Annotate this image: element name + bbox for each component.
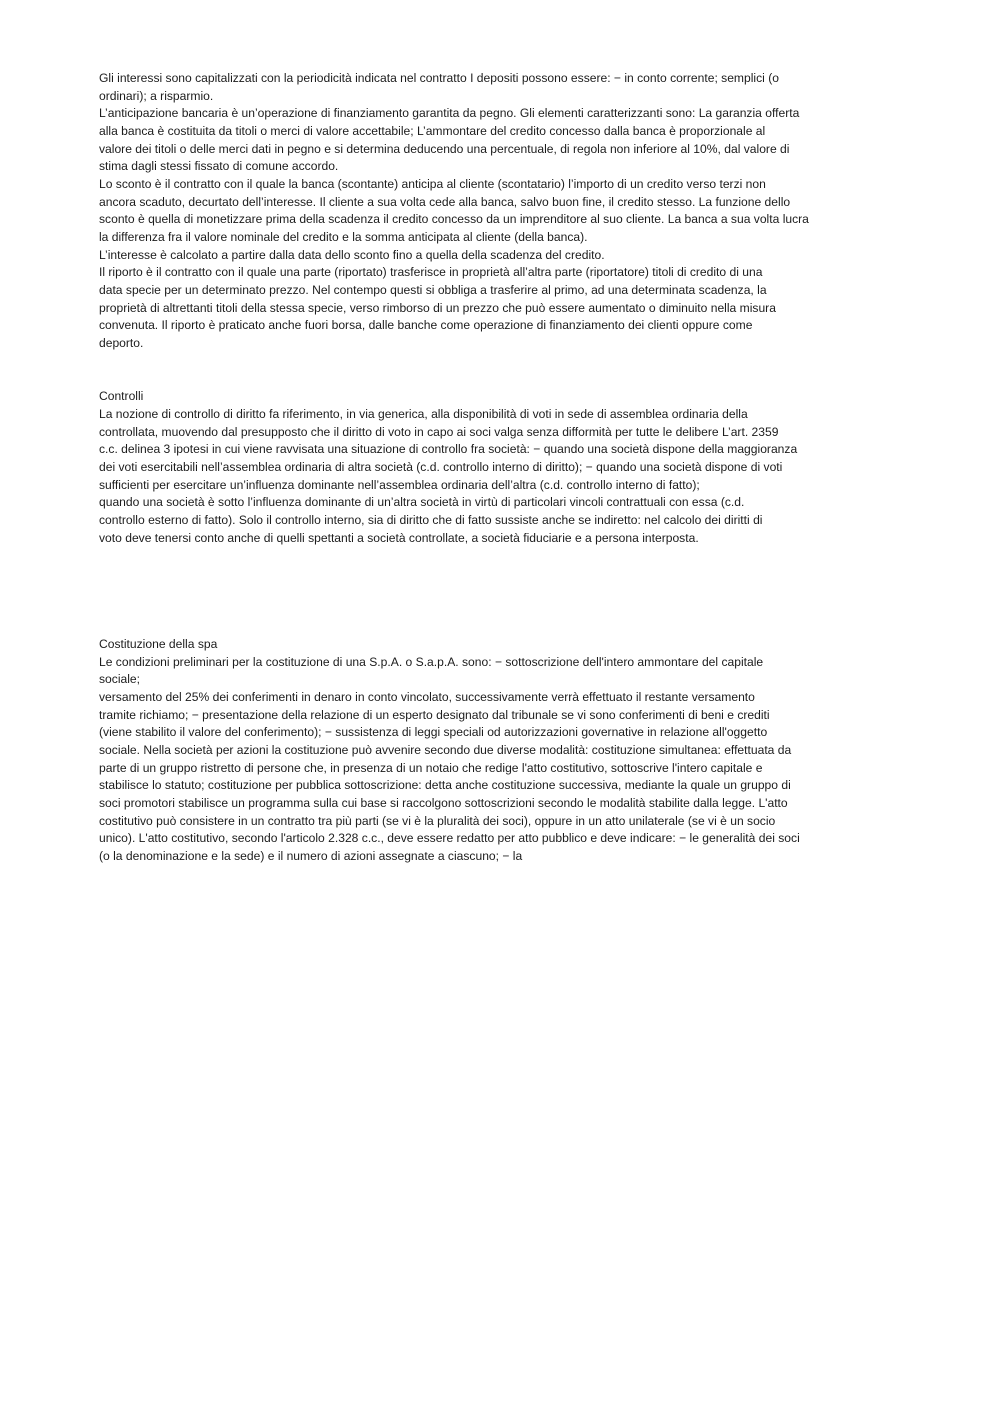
text-line: proprietà di altrettanti titoli della stessa specie, verso rimborso di un prezzo che può essere aumentato o diminuito nella misura [99, 301, 776, 315]
section-heading: Costituzione della spa [99, 637, 218, 651]
text-line: ordinari); a risparmio. [99, 89, 214, 103]
text-line: (viene stabilito il valore del conferimento); − sussistenza di leggi speciali od autorizzazioni governative in relazione all'oggetto [99, 725, 768, 739]
text-line: Le condizioni preliminari per la costituzione di una S.p.A. o S.a.p.A. sono: − sottoscrizione dell'intero ammontare del capitale [99, 655, 764, 669]
text-line: Lo sconto è il contratto con il quale la banca (scontante) anticipa al cliente (scontatario) l’importo di un credito verso terzi non [99, 177, 766, 191]
text-line: stabilisce lo statuto; costituzione per pubblica sottoscrizione: detta anche costituzione successiva, mediante la quale un gruppo di [99, 778, 791, 792]
text-line: soci promotori stabilisce un programma sulla cui base si raccolgono sottoscrizioni secondo le modalità stabilite dalla legge. L'atto [99, 796, 788, 810]
text-line: L’anticipazione bancaria è un’operazione di finanziamento garantita da pegno. Gli elementi caratterizzanti sono: La garanzia offerta [99, 106, 800, 120]
text-line: versamento del 25% dei conferimenti in denaro in conto vincolato, successivamente verrà effettuato il restante versamento [99, 690, 755, 704]
text-line: c.c. delinea 3 ipotesi in cui viene ravvisata una situazione di controllo fra società: − quando una società dispone della maggioranza [99, 442, 798, 456]
text-line: tramite richiamo; − presentazione della relazione di un esperto designato dal tribunale se vi sono conferimenti di beni e crediti [99, 708, 770, 722]
text-line: valore dei titoli o delle merci dati in pegno e si determina deducendo una percentuale, di regola non inferiore al 10%, dal valore di [99, 142, 790, 156]
text-line: controllata, muovendo dal presupposto che il diritto di voto in capo ai soci valga senza difformità per tutte le delibere L’art. 2359 [99, 425, 779, 439]
text-line: costitutivo può consistere in un contratto tra più parti (se vi è la pluralità dei soci), oppure in un atto unilaterale (se vi è un socio [99, 814, 776, 828]
text-line: alla banca è costituita da titoli o merci di valore accettabile; L’ammontare del credito concesso dalla banca è proporzionale al [99, 124, 766, 138]
text-line: voto deve tenersi conto anche di quelli spettanti a società controllate, a società fiduciarie e a persona interposta. [99, 531, 699, 545]
text-line: dei voti esercitabili nell’assemblea ordinaria di altra società (c.d. controllo interno di diritto); − quando una società dispone di voti [99, 460, 783, 474]
section-heading: Controlli [99, 389, 144, 403]
text-line: deporto. [99, 336, 144, 350]
text-line: (o la denominazione e la sede) e il numero di azioni assegnate a ciascuno; − la [99, 849, 523, 863]
text-line: Il riporto è il contratto con il quale una parte (riportato) trasferisce in proprietà all’altra parte (riportatore) titoli di credito di una [99, 265, 763, 279]
text-line: parte di un gruppo ristretto di persone che, in presenza di un notaio che redige l'atto costitutivo, sottoscrive l'intero capitale e [99, 761, 763, 775]
text-line: quando una società è sotto l’influenza dominante di un’altra società in virtù di particolari vincoli contrattuali con essa (c.d. [99, 495, 745, 509]
text-line: controllo esterno di fatto). Solo il controllo interno, sia di diritto che di fatto sussiste anche se indiretto: nel calcolo dei diritti di [99, 513, 763, 527]
text-line: sufficienti per esercitare un’influenza dominante nell’assemblea ordinaria dell’altra (c.d. controllo interno di fatto); [99, 478, 700, 492]
text-line: sconto è quella di monetizzare prima della scadenza il credito concesso da un imprenditore al suo cliente. La banca a sua volta lucra [99, 212, 809, 226]
text-line: L’interesse è calcolato a partire dalla data dello sconto fino a quella della scadenza del credito. [99, 248, 605, 262]
text-line: convenuta. Il riporto è praticato anche fuori borsa, dalle banche come operazione di finanziamento dei clienti oppure come [99, 318, 753, 332]
text-line: sociale. Nella società per azioni la costituzione può avvenire secondo due diverse modalità: costituzione simultanea: effettuata da [99, 743, 792, 757]
text-line: la differenza fra il valore nominale del credito e la somma anticipata al cliente (della banca). [99, 230, 588, 244]
text-line: stima dagli stessi fissato di comune accordo. [99, 159, 339, 173]
text-line: sociale; [99, 672, 141, 686]
text-line: La nozione di controllo di diritto fa riferimento, in via generica, alla disponibilità di voti in sede di assemblea ordinaria della [99, 407, 748, 421]
text-line: data specie per un determinato prezzo. Nel contempo questi si obbliga a trasferire al primo, ad una determinata scadenza, la [99, 283, 767, 297]
text-line: ancora scaduto, decurtato dell’interesse. Il cliente a sua volta cede alla banca, salvo buon fine, il credito stesso. La funzione dello [99, 195, 791, 209]
text-line: unico). L'atto costitutivo, secondo l'articolo 2.328 c.c., deve essere redatto per atto pubblico e deve indicare: − le generalità dei soci [99, 831, 800, 845]
text-line: Gli interessi sono capitalizzati con la periodicità indicata nel contratto I depositi possono essere: − in conto corrente; semplici (o [99, 71, 779, 85]
